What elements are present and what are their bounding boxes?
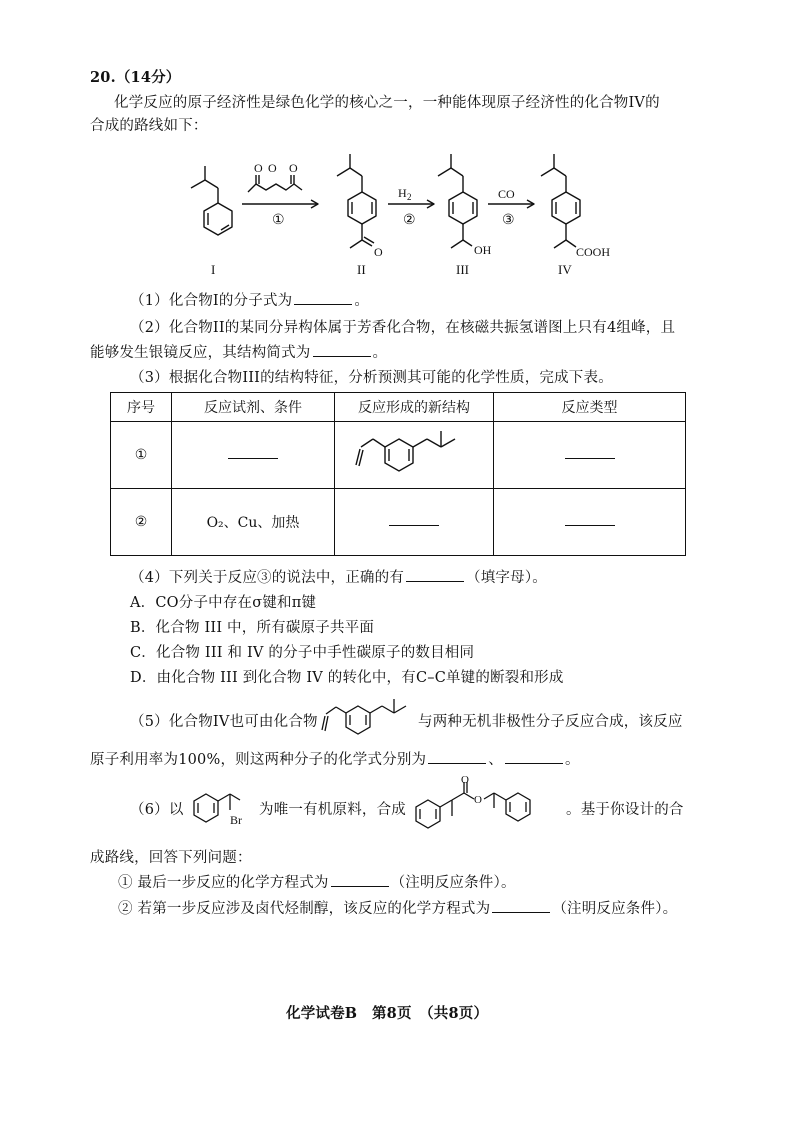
step-3-reagent: CO [498,187,515,201]
q5-suffix: 与两种无机非极性分子反应合成，该反应 [418,714,683,730]
q5-answer-blank-1[interactable] [428,751,486,764]
step-2-number: ② [403,213,416,228]
row2-type-blank[interactable] [494,489,686,556]
table-row [111,422,686,489]
q6-item2-suffix: （注明反应条件）。 [552,901,678,917]
q5-line-2 [90,748,580,769]
q4-answer-blank[interactable] [406,569,464,582]
row1-type-blank[interactable] [494,422,686,489]
table-header-row [111,393,686,422]
anhydride-o-left: O [268,161,277,175]
q6-item1-answer-blank[interactable] [331,874,389,887]
q6-item1-prefix: ① 最后一步反应的化学方程式为 [118,875,329,891]
compound-II-o: O [374,245,383,259]
row2-structure-blank[interactable] [335,489,494,556]
q4-option-b[interactable]: B．化合物 III 中，所有碳原子共平面 [130,620,375,636]
step-1-number: ① [272,213,285,228]
q6-bromide-structure [184,782,260,840]
q6-ester-structure [408,774,566,838]
q5-end: 。 [564,752,580,768]
q6-middle: 为唯一有机原料，合成 [259,802,406,818]
q6-item-2 [118,897,677,918]
compound-IV-label: IV [558,262,572,277]
question-header: 20.（14分） [90,69,181,86]
step-2-reagent-sub: 2 [407,192,412,202]
styrene-structure [339,423,489,483]
q6-line-2: 成路线，回答下列问题： [90,850,252,866]
row1-reagent-blank[interactable] [172,422,335,489]
q5-line2-prefix: 原子利用率为100%，则这两种分子的化学式分别为 [90,752,427,768]
table-row [111,489,686,556]
q4-option-d[interactable]: D．由化合物 III 到化合物 IV 的转化中，有C–C单键的断裂和形成 [130,670,564,686]
q2-line-1: （2）化合物II的某同分异构体属于芳香化合物，在核磁共振氢谱图上只有4组峰，且 [130,320,676,336]
anhydride-o-carbonyl: O [254,161,263,175]
compound-IV-cooh: COOH [576,245,611,259]
q2-text: 能够发生银镜反应，其结构简式为 [90,345,311,361]
q2-line-2 [90,341,387,362]
q4-option-a[interactable]: A．CO分子中存在σ键和π键 [130,595,317,611]
q4-stem-suffix: （填字母）。 [466,570,547,586]
q4-stem [130,566,547,587]
q6-suffix: 。基于你设计的合 [566,802,684,818]
q6-item1-suffix: （注明反应条件）。 [390,875,516,891]
q2-answer-blank[interactable] [313,344,371,357]
q6-prefix: （6）以 [130,802,184,818]
q5-styrene-structure [318,694,418,746]
ester-carbonyl-o: O [461,774,469,786]
q1-end: 。 [354,293,370,309]
q6-item2-answer-blank[interactable] [492,900,550,913]
row2-reagent: O₂、Cu、加热 [172,489,335,556]
q1 [130,289,369,310]
intro-line-2: 合成的路线如下： [90,118,208,134]
q5-sep: 、 [488,752,503,768]
header-index: 序号 [111,393,172,422]
q3: （3）根据化合物III的结构特征，分析预测其可能的化学性质，完成下表。 [130,370,613,386]
q6-item-1 [118,871,516,892]
acetic-anhydride-structure [248,175,302,192]
anhydride-o-carbonyl-2: O [289,161,298,175]
q2-end: 。 [372,345,388,361]
intro-line-1: 化学反应的原子经济性是绿色化学的核心之一，一种能体现原子经济性的化合物IV的 [114,95,660,111]
q6-item2-prefix: ② 若第一步反应涉及卤代烃制醇，该反应的化学方程式为 [118,901,491,917]
q5-answer-blank-2[interactable] [505,751,563,764]
compound-I-structure [191,166,232,235]
properties-table [110,392,686,556]
synthesis-scheme [0,130,800,280]
compound-I-label: I [211,262,216,277]
header-type: 反应类型 [494,393,686,422]
page-footer: 化学试卷B 第8页 （共8页） [286,1005,489,1022]
header-structure: 反应形成的新结构 [335,393,494,422]
br-label: Br [230,813,242,827]
compound-II-structure [337,154,376,248]
header-reagent: 反应试剂、条件 [172,393,335,422]
row1-index: ① [111,422,172,489]
step-3-number: ③ [502,213,515,228]
row1-structure [335,422,494,489]
compound-III-oh: OH [474,243,492,257]
q5-prefix: （5）化合物IV也可由化合物 [130,714,318,730]
step-2-reagent: H [398,186,407,200]
q1-answer-blank[interactable] [294,292,352,305]
q1-text: （1）化合物I的分子式为 [130,293,293,309]
q4-stem-prefix: （4）下列关于反应③的说法中，正确的有 [130,570,405,586]
compound-II-label: II [357,262,366,277]
q4-option-c[interactable]: C．化合物 III 和 IV 的分子中手性碳原子的数目相同 [130,645,475,661]
ester-bridge-o: O [474,794,482,806]
row2-index: ② [111,489,172,556]
compound-IV-structure [541,154,580,248]
compound-III-label: III [456,262,469,277]
compound-III-structure [438,154,477,248]
